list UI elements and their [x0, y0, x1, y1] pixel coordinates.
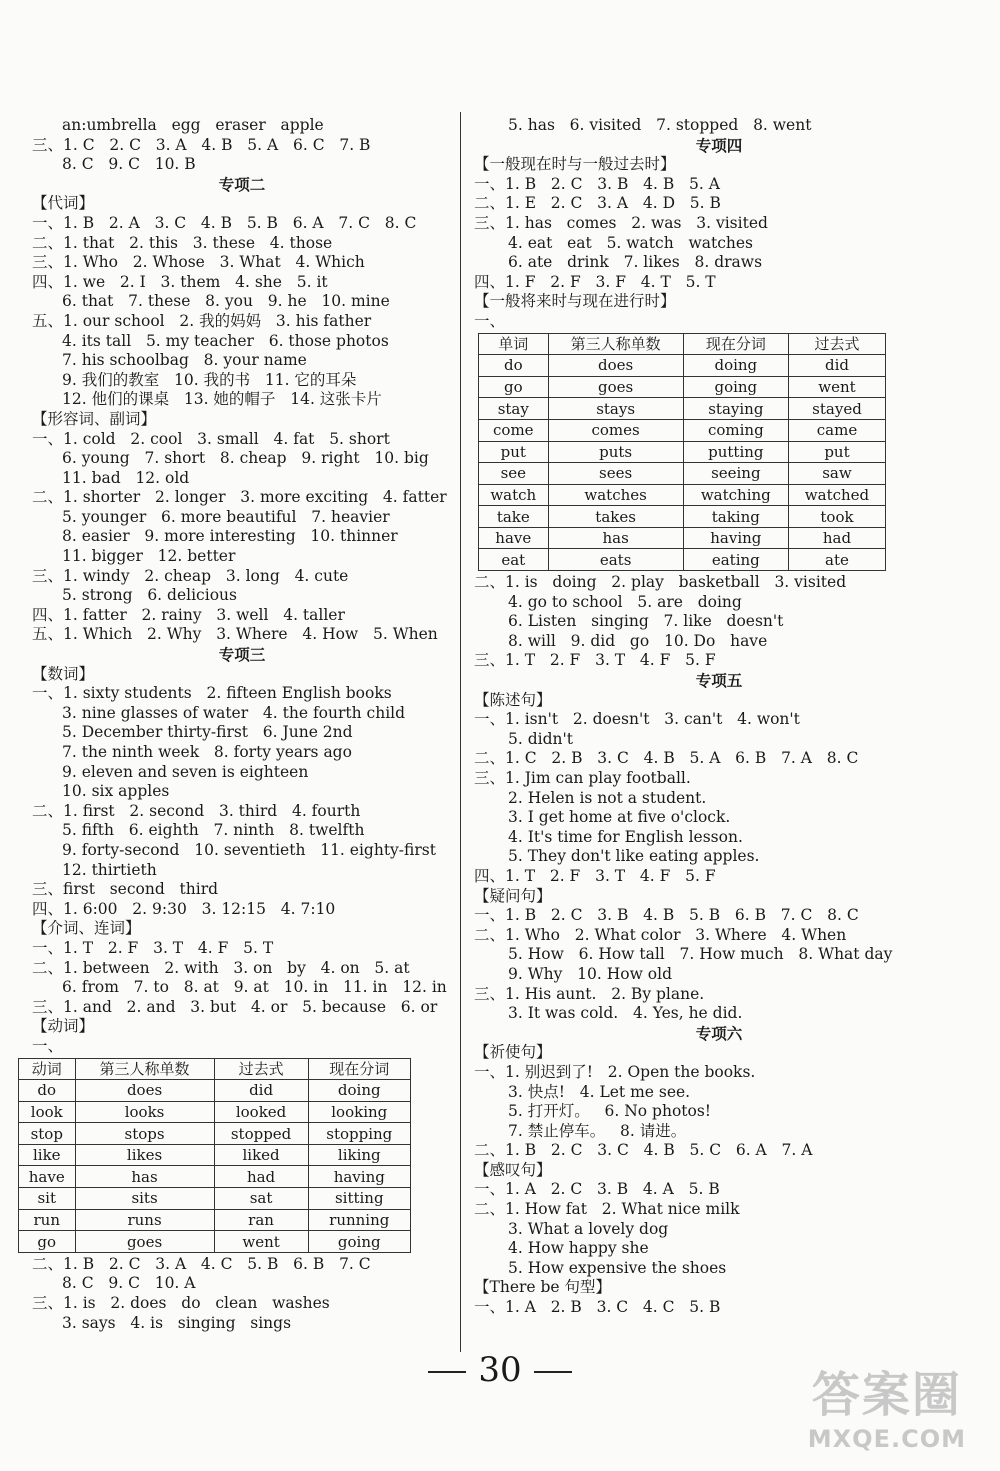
table-cell: stopping	[308, 1123, 410, 1145]
table-row	[19, 1209, 411, 1231]
answer-line: 三、1. T 2. F 3. T 4. F 5. F	[474, 651, 716, 670]
answer-line: 12. 他们的课桌 13. 她的帽子 14. 这张卡片	[62, 390, 382, 409]
table-cell: doing	[308, 1080, 410, 1102]
answer-line: 一、1. B 2. C 3. B 4. B 5. B 6. B 7. C 8. C	[474, 906, 859, 925]
table-row	[19, 1123, 411, 1145]
table-cell: sits	[75, 1188, 214, 1210]
answer-line: 2. Helen is not a student.	[508, 788, 707, 807]
table-cell: go	[19, 1231, 76, 1253]
answer-line: 二、1. shorter 2. longer 3. more exciting 4. fatter	[32, 488, 447, 507]
table-row	[479, 484, 886, 506]
table-cell: took	[788, 506, 885, 528]
table-row	[479, 441, 886, 463]
answer-line: 5. younger 6. more beautiful 7. heavier	[62, 507, 390, 526]
table-cell: do	[479, 355, 549, 377]
table-cell: watched	[788, 484, 885, 506]
answer-line: 【动词】	[32, 1017, 95, 1036]
watermark-logo: 答案圈	[811, 1367, 962, 1423]
answer-line: 6. young 7. short 8. cheap 9. right 10. big	[62, 449, 429, 468]
answer-line: 9. forty-second 10. seventieth 11. eighty-first	[62, 840, 436, 859]
answer-line: 三、1. is 2. does do clean washes	[32, 1294, 330, 1313]
table-cell: put	[788, 441, 885, 463]
answer-line: 3. nine glasses of water 4. the fourth child	[62, 703, 406, 722]
table-cell: liked	[214, 1144, 308, 1166]
answer-line: 四、1. fatter 2. rainy 3. well 4. taller	[32, 605, 345, 624]
answer-line: 三、1. Jim can play football.	[474, 769, 691, 787]
watermark	[808, 1356, 966, 1453]
table-header-cell: 现在分词	[308, 1058, 410, 1080]
answer-line: 一、1. isn't 2. doesn't 3. can't 4. won't	[474, 710, 800, 729]
table-cell: comes	[548, 419, 683, 441]
answer-line: 二、1. Who 2. What color 3. Where 4. When	[474, 925, 847, 944]
table-row	[479, 355, 886, 377]
answer-line: 7. his schoolbag 8. your name	[62, 351, 307, 370]
table-cell: put	[479, 441, 549, 463]
answer-line: 【一般现在时与一般过去时】	[474, 155, 676, 174]
verb-forms-table	[18, 1058, 411, 1253]
table-row	[19, 1166, 411, 1188]
table-row	[479, 419, 886, 441]
table-header-cell: 过去式	[214, 1058, 308, 1080]
answer-line: 三、1. windy 2. cheap 3. long 4. cute	[32, 566, 349, 585]
section-title: 专项四	[695, 135, 743, 155]
answer-line: 6. Listen singing 7. like doesn't	[508, 612, 784, 631]
table-cell: goes	[548, 376, 683, 398]
table-cell: ran	[214, 1209, 308, 1231]
answer-line: 9. 我们的教室 10. 我的书 11. 它的耳朵	[62, 370, 357, 389]
answer-line: 11. bigger 12. better	[62, 547, 236, 566]
table-cell: looks	[75, 1101, 214, 1123]
table-cell: watching	[683, 484, 788, 506]
answer-line: 【代词】	[32, 194, 95, 213]
answer-line: 5. They don't like eating apples.	[508, 847, 760, 866]
answer-line: 4. its tall 5. my teacher 6. those photos	[62, 331, 389, 350]
answer-line: 一、1. cold 2. cool 3. small 4. fat 5. short	[32, 429, 390, 448]
table-cell: have	[479, 527, 549, 549]
answer-line: 三、first second third	[32, 880, 219, 899]
table-cell: see	[479, 463, 549, 485]
answer-line: 4. It's time for English lesson.	[508, 827, 743, 846]
table-cell: does	[75, 1080, 214, 1102]
table-cell: run	[19, 1209, 76, 1231]
answer-line: 三、1. His aunt. 2. By plane.	[474, 984, 705, 1003]
answer-line: 三、1. has comes 2. was 3. visited	[474, 213, 768, 232]
table-cell: go	[479, 376, 549, 398]
answer-line: 二、1. is doing 2. play basketball 3. visited	[474, 573, 847, 592]
answer-line: 3. It was cold. 4. Yes, he did.	[508, 1004, 743, 1023]
table-cell: take	[479, 506, 549, 528]
answer-line: 8. easier 9. more interesting 10. thinner	[62, 527, 398, 546]
answer-line: 【形容词、副词】	[32, 409, 157, 428]
table-header-cell: 动词	[19, 1058, 76, 1080]
table-cell: sees	[548, 463, 683, 485]
table-header-cell: 过去式	[788, 333, 885, 355]
table-row	[19, 1188, 411, 1210]
table-cell: sit	[19, 1188, 76, 1210]
table-cell: did	[788, 355, 885, 377]
table-cell: looking	[308, 1101, 410, 1123]
answer-line: 4. How happy she	[508, 1239, 649, 1258]
answer-line: 9. eleven and seven is eighteen	[62, 762, 309, 781]
table-cell: liking	[308, 1144, 410, 1166]
section-title: 专项六	[695, 1023, 743, 1043]
table-header-cell: 第三人称单数	[548, 333, 683, 355]
answer-line: 一、	[32, 1036, 64, 1055]
answer-line: 一、1. sixty students 2. fifteen English books	[32, 684, 392, 703]
word-forms-table	[478, 333, 886, 572]
table-cell: eat	[479, 549, 549, 571]
answer-line: 9. Why 10. How old	[508, 964, 672, 983]
table-header-cell: 单词	[479, 333, 549, 355]
table-cell: doing	[683, 355, 788, 377]
table-cell: have	[19, 1166, 76, 1188]
answer-line: 5. 打开灯。 6. No photos!	[508, 1102, 712, 1121]
answer-line: 三、1. Who 2. Whose 3. What 4. Which	[32, 253, 365, 272]
answer-line: 一、1. B 2. A 3. C 4. B 5. B 6. A 7. C 8. C	[32, 213, 417, 232]
table-cell: taking	[683, 506, 788, 528]
table-cell: watches	[548, 484, 683, 506]
answer-line: 【介词、连词】	[32, 919, 141, 938]
table-cell: staying	[683, 398, 788, 420]
answer-line: 四、1. 6:00 2. 9:30 3. 12:15 4. 7:10	[32, 899, 336, 918]
column-divider	[460, 112, 461, 1352]
table-cell: watch	[479, 484, 549, 506]
answer-line: 二、1. E 2. C 3. A 4. D 5. B	[474, 194, 721, 213]
section-title: 专项二	[218, 174, 266, 194]
table-cell: went	[214, 1231, 308, 1253]
answer-line: 5. didn't	[508, 729, 573, 748]
table-cell: runs	[75, 1209, 214, 1231]
table-cell: puts	[548, 441, 683, 463]
answer-line: 4. eat eat 5. watch watches	[508, 233, 753, 252]
answer-line: an:umbrella egg eraser apple	[62, 116, 324, 134]
table-cell: going	[308, 1231, 410, 1253]
left-answers-bottom	[32, 1255, 452, 1333]
table-cell: stops	[75, 1123, 214, 1145]
answer-line: 【一般将来时与现在进行时】	[474, 292, 676, 311]
table-row	[19, 1101, 411, 1123]
answer-line: 8. C 9. C 10. B	[62, 155, 196, 174]
answer-line: 四、1. T 2. F 3. T 4. F 5. F	[474, 866, 716, 885]
answer-line: 6. ate drink 7. likes 8. draws	[508, 253, 763, 272]
table-cell: stop	[19, 1123, 76, 1145]
answer-line: 【陈述句】	[474, 690, 552, 709]
answer-line: 【疑问句】	[474, 886, 552, 905]
answer-line: 【感叹句】	[474, 1160, 552, 1179]
answer-line: 五、1. Which 2. Why 3. Where 4. How 5. When	[32, 625, 438, 644]
answer-line: 三、1. and 2. and 3. but 4. or 5. because 6. or	[32, 997, 438, 1016]
table-cell: did	[214, 1080, 308, 1102]
page-number: 30	[478, 1350, 522, 1390]
answer-line: 二、1. How fat 2. What nice milk	[474, 1200, 740, 1219]
table-cell: went	[788, 376, 885, 398]
answer-line: 6. that 7. these 8. you 9. he 10. mine	[62, 292, 390, 311]
answer-line: 12. thirtieth	[62, 860, 157, 879]
table-cell: saw	[788, 463, 885, 485]
left-column	[28, 116, 452, 1333]
answer-line: 一、1. B 2. C 3. B 4. B 5. A	[474, 174, 720, 193]
table-cell: sat	[214, 1188, 308, 1210]
table-cell: came	[788, 419, 885, 441]
answer-line: 3. says 4. is singing sings	[62, 1313, 292, 1332]
answer-line: 一、1. A 2. B 3. C 4. C 5. B	[474, 1298, 721, 1317]
table-cell: like	[19, 1144, 76, 1166]
answer-line: 6. from 7. to 8. at 9. at 10. in 11. in 12. in	[62, 978, 447, 997]
answer-line: 11. bad 12. old	[62, 468, 190, 487]
table-cell: ate	[788, 549, 885, 571]
answer-line: 4. go to school 5. are doing	[508, 592, 742, 611]
answer-line: 二、1. between 2. with 3. on by 4. on 5. at	[32, 958, 410, 977]
table-row	[479, 398, 886, 420]
dash-right	[534, 1371, 572, 1373]
answer-line: 一、1. T 2. F 3. T 4. F 5. T	[32, 938, 274, 957]
dash-left	[428, 1371, 466, 1373]
left-answers-top	[32, 116, 452, 1057]
table-cell: running	[308, 1209, 410, 1231]
table-cell: stopped	[214, 1123, 308, 1145]
table-row	[479, 463, 886, 485]
answer-line: 5. has 6. visited 7. stopped 8. went	[508, 116, 812, 134]
answer-line: 四、1. F 2. F 3. F 4. T 5. T	[474, 272, 716, 291]
section-title: 专项三	[218, 645, 266, 665]
answer-line: 一、1. 别迟到了! 2. Open the books.	[474, 1062, 756, 1081]
answer-line: 3. 快点! 4. Let me see.	[508, 1082, 691, 1101]
table-cell: likes	[75, 1144, 214, 1166]
right-answers-bottom	[474, 573, 964, 1318]
table-cell: looked	[214, 1101, 308, 1123]
table-header-cell: 第三人称单数	[75, 1058, 214, 1080]
answer-line: 7. 禁止停车。 8. 请进。	[508, 1121, 687, 1140]
answer-line: 5. How 6. How tall 7. How much 8. What day	[508, 945, 893, 964]
table-cell: eating	[683, 549, 788, 571]
answer-line: 5. strong 6. delicious	[62, 586, 237, 605]
answer-line: 5. December thirty-first 6. June 2nd	[62, 723, 353, 742]
answer-line: 一、1. A 2. C 3. B 4. A 5. B	[474, 1180, 720, 1199]
answer-line: 【数词】	[32, 664, 95, 683]
answer-line: 三、1. C 2. C 3. A 4. B 5. A 6. C 7. B	[32, 135, 371, 154]
answer-line: 【There be 句型】	[474, 1278, 612, 1297]
table-cell: do	[19, 1080, 76, 1102]
answer-line: 二、1. B 2. C 3. C 4. B 5. C 6. A 7. A	[474, 1141, 813, 1160]
table-cell: putting	[683, 441, 788, 463]
answer-line: 10. six apples	[62, 782, 170, 801]
table-header-cell: 现在分词	[683, 333, 788, 355]
answer-line: 四、1. we 2. I 3. them 4. she 5. it	[32, 272, 328, 291]
answer-line: 3. What a lovely dog	[508, 1219, 669, 1238]
table-cell: going	[683, 376, 788, 398]
answer-line: 5. How expensive the shoes	[508, 1258, 727, 1277]
table-cell: sitting	[308, 1188, 410, 1210]
answer-line: 3. I get home at five o'clock.	[508, 808, 731, 827]
table-cell: coming	[683, 419, 788, 441]
table-row	[479, 376, 886, 398]
answer-line: 二、1. that 2. this 3. these 4. those	[32, 233, 333, 252]
answer-line: 8. will 9. did go 10. Do have	[508, 631, 768, 650]
table-cell: had	[214, 1166, 308, 1188]
answer-line: 五、1. our school 2. 我的妈妈 3. his father	[32, 311, 372, 330]
table-cell: having	[683, 527, 788, 549]
answer-line: 5. fifth 6. eighth 7. ninth 8. twelfth	[62, 821, 365, 840]
table-cell: eats	[548, 549, 683, 571]
table-cell: seeing	[683, 463, 788, 485]
table-cell: does	[548, 355, 683, 377]
table-row	[19, 1231, 411, 1253]
right-column	[474, 116, 964, 1318]
answer-line: 7. the ninth week 8. forty years ago	[62, 743, 352, 761]
table-cell: stays	[548, 398, 683, 420]
answer-line: 8. C 9. C 10. A	[62, 1274, 196, 1293]
answer-line: 二、1. first 2. second 3. third 4. fourth	[32, 801, 361, 820]
table-row	[479, 506, 886, 528]
answer-line: 二、1. C 2. B 3. C 4. B 5. A 6. B 7. A 8. C	[474, 749, 859, 768]
table-cell: stayed	[788, 398, 885, 420]
table-cell: has	[548, 527, 683, 549]
table-cell: takes	[548, 506, 683, 528]
table-cell: had	[788, 527, 885, 549]
table-row	[479, 549, 886, 571]
table-row	[479, 527, 886, 549]
table-row	[19, 1144, 411, 1166]
watermark-site: MXQE.COM	[807, 1425, 966, 1453]
table-row	[19, 1080, 411, 1102]
answer-line: 【祈使句】	[474, 1043, 552, 1062]
answer-line: 二、1. B 2. C 3. A 4. C 5. B 6. B 7. C	[32, 1254, 371, 1273]
right-answers-top	[474, 116, 964, 332]
table-header-row	[19, 1058, 411, 1080]
table-cell: stay	[479, 398, 549, 420]
table-cell: goes	[75, 1231, 214, 1253]
section-title: 专项五	[695, 671, 743, 691]
table-cell: having	[308, 1166, 410, 1188]
table-cell: come	[479, 419, 549, 441]
table-cell: look	[19, 1101, 76, 1123]
table-cell: has	[75, 1166, 214, 1188]
answer-line: 一、	[474, 311, 506, 330]
table-header-row	[479, 333, 886, 355]
